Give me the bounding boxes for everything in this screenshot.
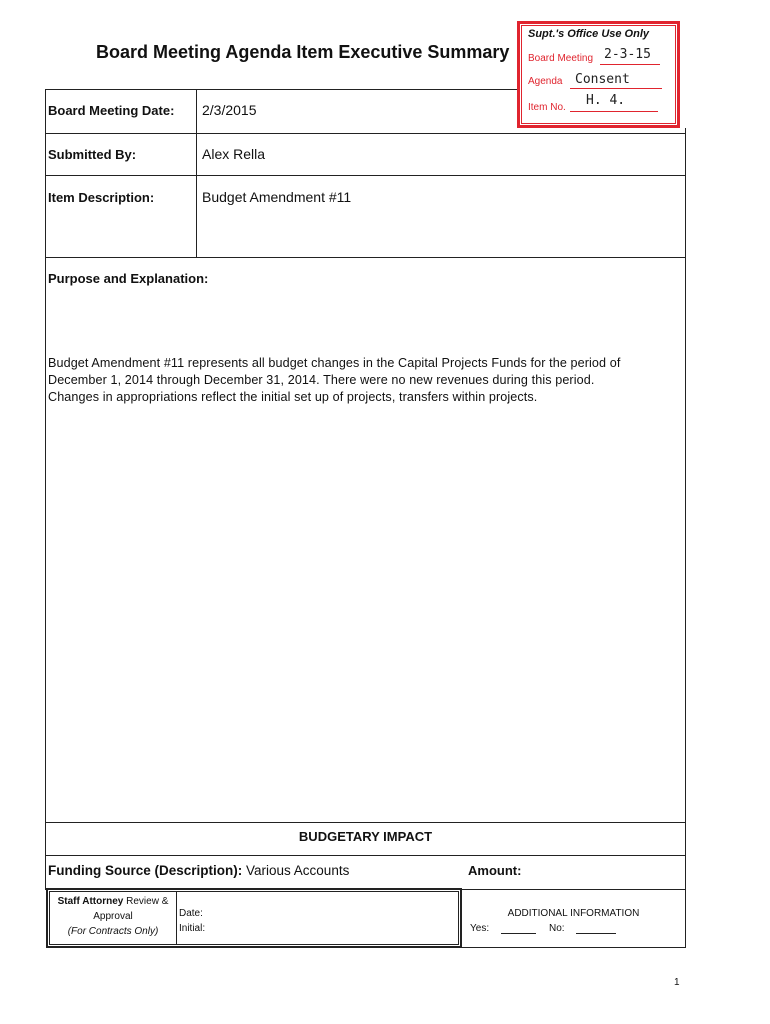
attorney-caption (50, 894, 176, 939)
rule (45, 257, 686, 258)
rule (176, 891, 177, 945)
agenda-label: Agenda (528, 76, 563, 87)
agenda-value[interactable]: Consent (575, 72, 630, 87)
purpose-line: Budget Amendment #11 represents all budget changes in the Capital Projects Funds for the period of (48, 356, 621, 370)
yes-label: Yes: (470, 923, 490, 934)
agenda-underline (570, 87, 662, 89)
meeting-date-label: Board Meeting Date: (48, 103, 175, 118)
rule (462, 947, 686, 948)
funding-source-value[interactable]: Various Accounts (246, 863, 350, 878)
meeting-date-value[interactable]: 2/3/2015 (202, 102, 257, 118)
yes-blank[interactable] (501, 933, 536, 934)
attorney-title: Staff Attorney (57, 896, 124, 907)
additional-info-heading: ADDITIONAL INFORMATION (507, 908, 640, 919)
purpose-text[interactable] (48, 355, 678, 406)
item-description-label: Item Description: (48, 190, 155, 205)
attorney-date-label[interactable]: Date: (179, 908, 203, 919)
office-use-heading: Supt.'s Office Use Only (528, 28, 649, 40)
amount-label: Amount: (468, 863, 522, 878)
board-meeting-underline (600, 63, 660, 65)
no-blank[interactable] (576, 933, 616, 934)
attorney-line-3: (For Contracts Only) (67, 926, 159, 937)
funding-source-label: Funding Source (Description): (48, 863, 243, 878)
no-label: No: (549, 923, 565, 934)
board-meeting-value[interactable]: 2-3-15 (604, 47, 651, 62)
attorney-review: Review & (123, 896, 169, 907)
item-no-value[interactable]: H. 4. (586, 93, 626, 108)
attorney-line-1 (50, 894, 176, 909)
rule (45, 822, 686, 823)
rule (45, 855, 686, 856)
page-title: Board Meeting Agenda Item Executive Summary (96, 42, 510, 62)
item-no-underline (570, 110, 658, 112)
rule (45, 175, 686, 176)
item-description-value[interactable]: Budget Amendment #11 (202, 189, 352, 205)
purpose-line: Changes in appropriations reflect the initial set up of projects, transfers within projects. (48, 390, 538, 404)
funding-source-row (48, 863, 349, 878)
rule (45, 133, 686, 134)
page-number: 1 (674, 977, 680, 988)
submitted-by-label: Submitted By: (48, 147, 137, 162)
board-meeting-label: Board Meeting (528, 53, 594, 64)
attorney-line-2: Approval (93, 911, 133, 922)
rule (685, 128, 686, 948)
item-no-label: Item No. (528, 102, 566, 113)
budgetary-impact-heading: BUDGETARY IMPACT (298, 829, 433, 844)
attorney-initial-label[interactable]: Initial: (179, 923, 206, 934)
purpose-label: Purpose and Explanation: (48, 271, 209, 286)
rule (45, 89, 517, 90)
rule (45, 89, 46, 889)
purpose-line: December 1, 2014 through December 31, 2014. There were no new revenues during this period. (48, 373, 595, 387)
submitted-by-value[interactable]: Alex Rella (202, 146, 266, 162)
rule (196, 89, 197, 257)
